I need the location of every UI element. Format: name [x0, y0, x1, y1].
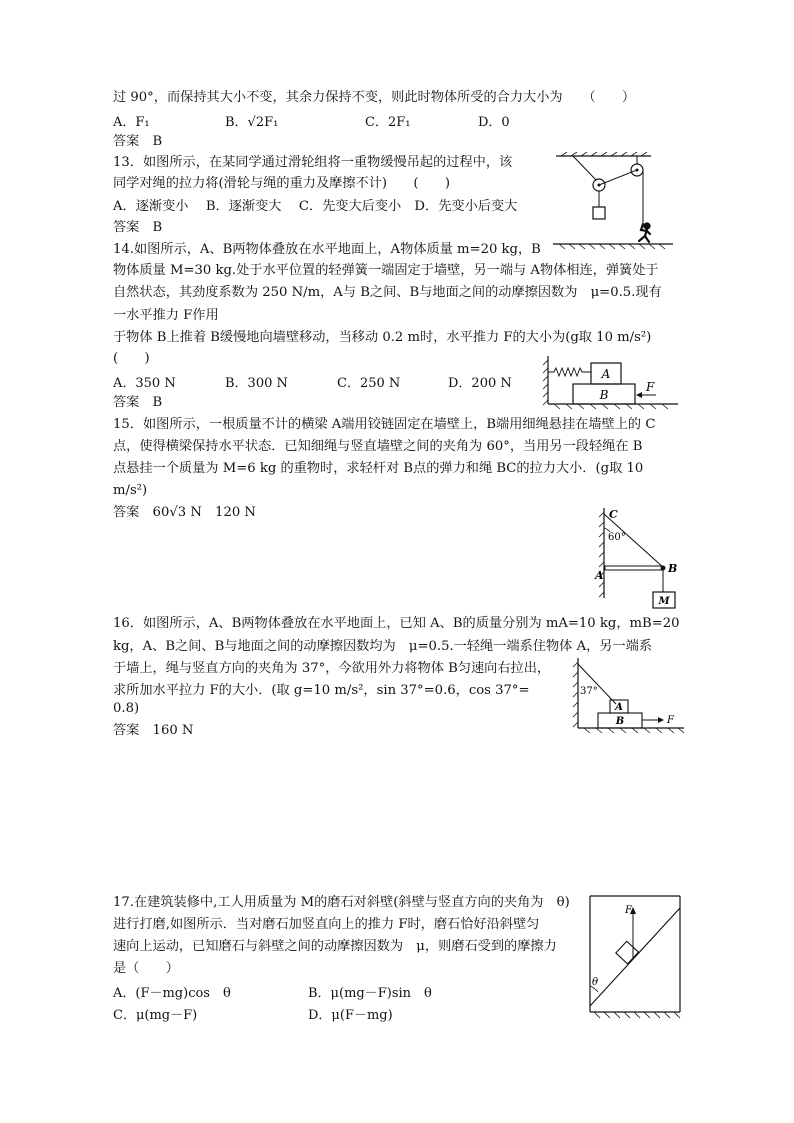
- q14-option-c: C．250 N: [337, 376, 401, 391]
- beam-figure: [590, 506, 680, 612]
- q14-option-b: B．300 N: [225, 376, 288, 391]
- q15-stem-line-3: 点悬挂一个质量为 M=6 kg 的重物时，求轻杆对 B点的弹力和绳 BC的拉力大小．(g取 10: [113, 461, 644, 476]
- q12-option-c: C．2F₁: [365, 115, 411, 130]
- rope-blocks-figure: [572, 656, 688, 734]
- q14-stem-line-3: 自然状态，其劲度系数为 250 N/m，A与 B之间、B与地面之间的动摩擦因数为 μ=0.5.现有: [113, 285, 662, 300]
- q14-option-a: A．350 N: [113, 376, 176, 391]
- q13-stem-line-1: 13．如图所示，在某同学通过滑轮组将一重物缓慢吊起的过程中，该: [113, 155, 513, 170]
- q17-stem-line-4: 是（ ）: [113, 961, 179, 976]
- label-theta: θ: [592, 977, 599, 988]
- q14-stem-line-1: 14.如图所示，A、B两物体叠放在水平地面上，A物体质量 m=20 kg，B: [113, 242, 541, 257]
- label-m: M: [658, 596, 670, 607]
- label-b: B: [668, 562, 678, 575]
- label-a: A: [601, 367, 611, 381]
- q12-option-b: B．√2F₁: [225, 115, 279, 130]
- q17-option-d: D．μ(F－mg): [308, 1008, 393, 1023]
- q17-option-b: B．μ(mg－F)sin θ: [308, 986, 432, 1001]
- q14-stem-line-5: 于物体 B上推着 B缓慢地向墙壁移动，当移动 0.2 m时，水平推力 F的大小为(g取 10 m/s²): [113, 330, 652, 345]
- q12-stem: 过 90°，而保持其大小不变，其余力保持不变，则此时物体所受的合力大小为 （ ）: [113, 90, 636, 105]
- label-f: F: [625, 905, 632, 916]
- q15-stem-line-2: 点，使得横梁保持水平状态．已知细绳与竖直墙壁之间的夹角为 60°，当用另一段轻绳在 B: [113, 439, 643, 454]
- q17-stem-line-1: 17.在建筑装修中,工人用质量为 M的磨石对斜壁(斜壁与竖直方向的夹角为 θ): [113, 895, 570, 910]
- q13-stem-line-2: 同学对绳的拉力将(滑轮与绳的重力及摩擦不计) ( ): [113, 176, 451, 191]
- q14-stem-line-6: ( ): [113, 351, 150, 366]
- q15-stem-line-1: 15．如图所示，一根质量不计的横梁 A端用铰链固定在墙壁上，B端用细绳悬挂在墙壁上的 C: [113, 417, 656, 432]
- q12-option-a: A．F₁: [113, 115, 150, 130]
- q14-option-d: D．200 N: [448, 376, 512, 391]
- label-b: B: [615, 716, 625, 727]
- label-f: F: [667, 715, 674, 726]
- q13-answer: 答案 B: [113, 220, 163, 235]
- pulley-figure: [553, 152, 678, 252]
- q17-stem-line-3: 速向上运动，已知磨石与斜壁之间的动摩擦因数为 μ，则磨石受到的摩擦力: [113, 939, 557, 954]
- grinding-stone-figure: [586, 894, 682, 1022]
- q17-stem-line-2: 进行打磨,如图所示．当对磨石加竖直向上的推力 F时，磨石恰好沿斜壁匀: [113, 917, 540, 932]
- label-f: F: [646, 380, 655, 394]
- q16-stem-line-4: 求所加水平拉力 F的大小．(取 g=10 m/s²，sin 37°=0.6，cos 37°=: [113, 683, 530, 698]
- q16-stem-line-1: 16．如图所示，A、B两物体叠放在水平地面上，已知 A、B的质量分别为 mA=10 kg，mB=20: [113, 616, 680, 631]
- q14-stem-line-4: 一水平推力 F作用: [113, 308, 219, 323]
- label-60deg: 60°: [608, 532, 626, 543]
- label-b: B: [599, 388, 609, 402]
- q12-answer: 答案 B: [113, 134, 163, 149]
- q16-stem-line-3: 于墙上，绳与竖直方向的夹角为 37°，今欲用外力将物体 B匀速向右拉出，: [113, 661, 551, 676]
- q14-answer: 答案 B: [113, 395, 163, 410]
- label-a: A: [595, 569, 604, 582]
- q16-answer: 答案 160 N: [113, 723, 194, 738]
- q16-stem-line-5: 0.8): [113, 701, 140, 716]
- q14-stem-line-2: 物体质量 M=30 kg.处于水平位置的轻弹簧一端固定于墙壁，另一端与 A物体相连，弹簧处于: [113, 263, 659, 278]
- q17-option-a: A．(F－mg)cos θ: [113, 986, 231, 1001]
- q12-option-d: D．0: [478, 115, 510, 130]
- label-a: A: [615, 702, 623, 713]
- label-37deg: 37°: [580, 686, 598, 697]
- q17-option-c: C．μ(mg－F): [113, 1008, 198, 1023]
- label-c: C: [609, 508, 618, 521]
- q16-stem-line-2: kg，A、B之间、B与地面之间的动摩擦因数均为 μ=0.5.一轻绳一端系住物体 A，另一端系: [113, 639, 653, 654]
- spring-blocks-figure: [542, 354, 682, 410]
- q15-answer: 答案 60√3 N 120 N: [113, 505, 256, 520]
- q13-options: A．逐渐变小 B．逐渐变大 C．先变大后变小 D．先变小后变大: [113, 199, 518, 214]
- q15-stem-line-4: m/s²): [113, 483, 148, 498]
